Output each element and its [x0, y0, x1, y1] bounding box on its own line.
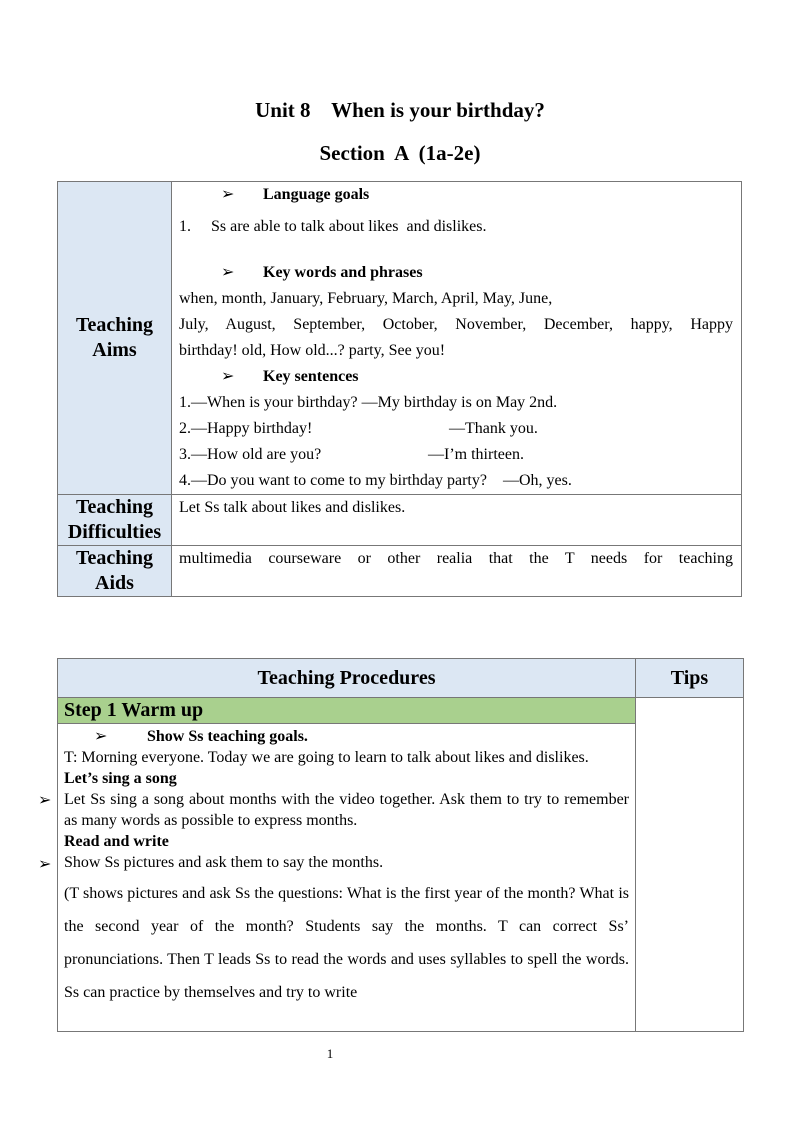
label-line: Teaching — [75, 314, 154, 336]
teaching-aids-text: multimedia courseware or other realia that the T needs for teaching — [179, 550, 733, 567]
heading-text: Key words and phrases — [263, 264, 423, 281]
label-line: Difficulties — [67, 521, 162, 543]
read-write-heading: Read and write — [64, 833, 169, 850]
words-line: when, month, January, February, March, April, May, June, — [179, 290, 553, 307]
document-title: Unit 8 When is your birthday? — [255, 98, 545, 122]
sentence-1: 1.—When is your birthday? —My birthday is on May 2nd. — [179, 394, 558, 411]
teaching-difficulties-content: Let Ss talk about likes and dislikes. — [172, 495, 742, 546]
show-goals-item — [64, 726, 629, 747]
step-1-heading: Step 1 Warm up — [58, 698, 636, 724]
arrow-bullet-icon: ➢ — [221, 264, 235, 281]
teaching-aims-table — [57, 181, 742, 597]
arrow-bullet-icon: ➢ — [38, 792, 52, 809]
sentence-part: —Thank you. — [449, 420, 538, 437]
item-text: Show Ss teaching goals. — [147, 728, 308, 745]
key-sentences-heading — [179, 364, 733, 390]
teaching-aims-content — [172, 182, 742, 495]
sentence-3 — [179, 442, 733, 468]
arrow-bullet-icon: ➢ — [38, 856, 52, 873]
sentence-part: —I’m thirteen. — [428, 446, 524, 463]
teaching-aids-label — [58, 546, 172, 597]
language-goals-heading — [179, 182, 733, 208]
page-number: 1 — [326, 1046, 334, 1061]
arrow-bullet-icon: ➢ — [221, 186, 235, 203]
label-line: Aids — [95, 572, 134, 594]
procedure-paragraph: (T shows pictures and ask Ss the questions: What is the first year of the month? What is the second year of the month? Students say the months. T can correct Ss’ pronunciations. Then T leads Ss to read the words and uses syllables to spell the words. Ss can practice by themselves and try to write — [64, 885, 629, 1001]
teaching-procedures-table — [57, 658, 744, 1032]
heading-text: Key sentences — [263, 368, 359, 385]
teacher-line: T: Morning everyone. Today we are going to learn to talk about likes and dislikes. — [64, 749, 589, 766]
section-title: Section A (1a-2e) — [319, 141, 481, 165]
teaching-difficulties-label — [58, 495, 172, 546]
sentence-2 — [179, 416, 733, 442]
step-1-content — [58, 724, 636, 1032]
tips-cell — [636, 698, 744, 1032]
song-heading: Let’s sing a song — [64, 770, 177, 787]
label-line: Teaching — [75, 496, 154, 518]
sentence-part: 3.—How old are you? — [179, 446, 322, 463]
key-words-heading — [179, 260, 733, 286]
arrow-bullet-icon: ➢ — [221, 368, 235, 385]
teaching-aims-label — [58, 182, 172, 495]
procedures-header: Teaching Procedures — [58, 659, 636, 698]
words-line: birthday! old, How old...? party, See you! — [179, 342, 446, 359]
song-text: Let Ss sing a song about months with the video together. Ask them to try to remember as many words as possible to express months. — [64, 791, 629, 829]
sentence-4: 4.—Do you want to come to my birthday party? —Oh, yes. — [179, 472, 572, 489]
sentence-part: 2.—Happy birthday! — [179, 420, 313, 437]
teaching-aids-content — [172, 546, 742, 597]
label-line: Aims — [92, 339, 137, 361]
words-line: July, August, September, October, November, December, happy, Happy — [179, 316, 733, 333]
tips-header: Tips — [636, 659, 744, 698]
label-line: Teaching — [75, 547, 154, 569]
arrow-bullet-icon: ➢ — [94, 728, 108, 745]
read-write-text: Show Ss pictures and ask them to say the months. — [64, 854, 384, 871]
language-goal-item: 1. Ss are able to talk about likes and dislikes. — [179, 218, 487, 235]
heading-text: Language goals — [263, 186, 370, 203]
